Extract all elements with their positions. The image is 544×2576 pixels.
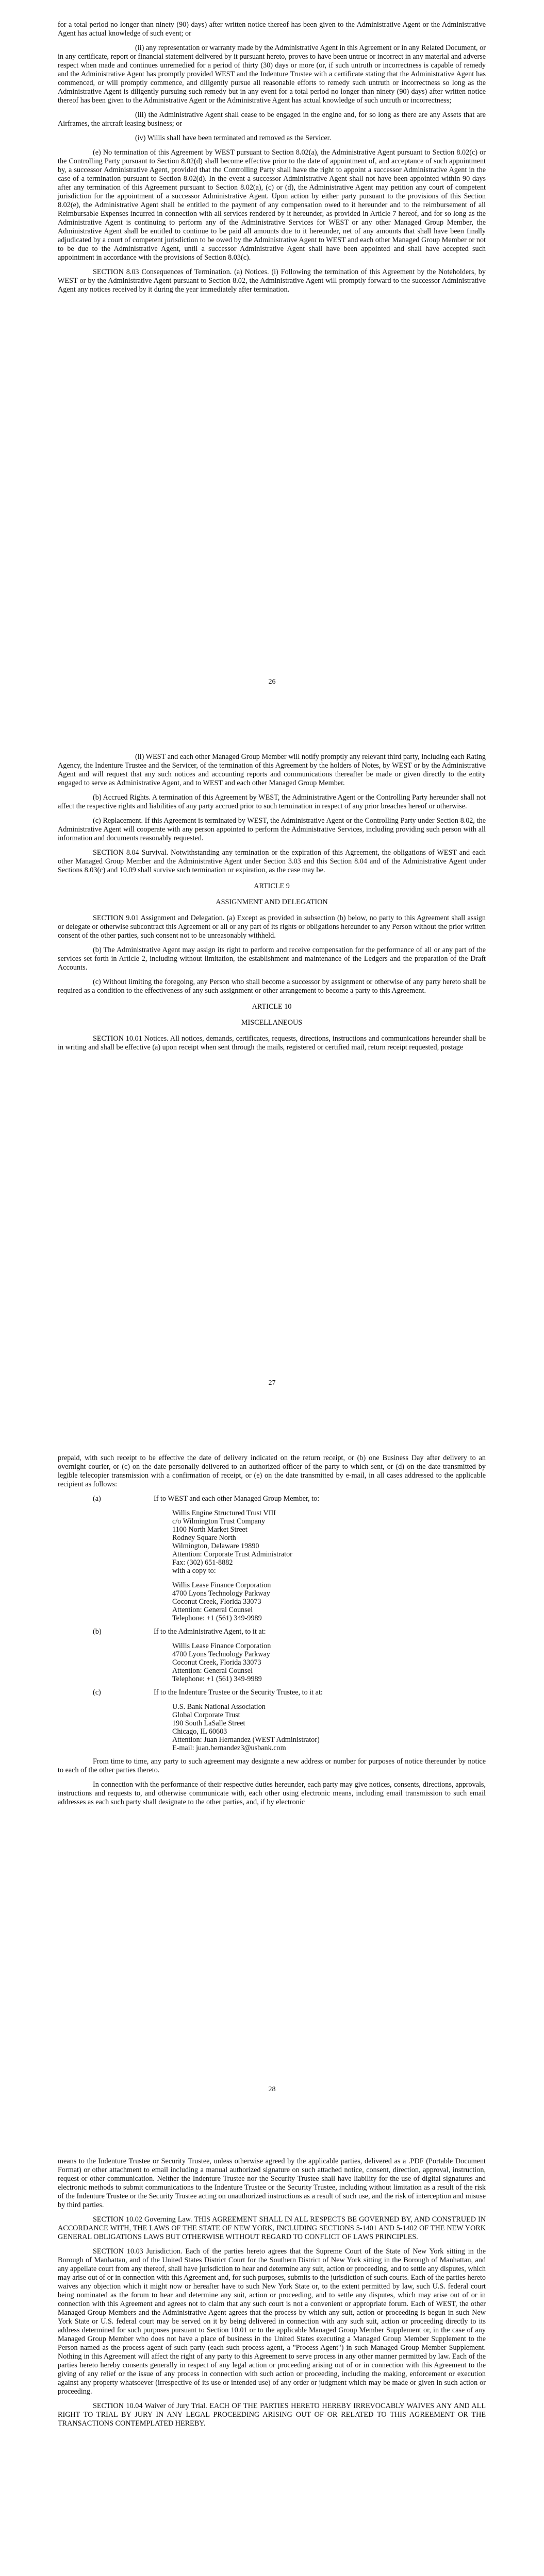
paragraph: (iii) the Administrative Agent shall cease to be engaged in the engine and, for so long as there are any Assets that are Airframes, the aircraft leasing business; or — [58, 111, 486, 128]
paragraph: for a total period no longer than ninety (90) days) after written notice thereof has been given to the Administrative Agent or the Administrative Agent has actual knowledge of such event; or — [58, 21, 486, 38]
address-block: Willis Lease Finance Corporation 4700 Lyons Technology Parkway Coconut Creek, Florida 33073 Attention: General Counsel Telephone: +1 (561) 349-9989 — [172, 1642, 271, 1683]
address-block: U.S. Bank National Association Global Corporate Trust 190 South LaSalle Street Chicago, IL 60603 Attention: Juan Hernandez (WEST Administrator) E-mail: juan.hernandez3@usbank.com — [172, 1703, 320, 1752]
document-page-26 — [0, 0, 544, 703]
article-title: ASSIGNMENT AND DELEGATION — [216, 898, 328, 906]
entry-heading: If to the Administrative Agent, to it at: — [154, 1628, 266, 1636]
paragraph: (ii) WEST and each other Managed Group Member will notify promptly any relevant third party, including each Rating Agency, the Indenture Trustee and the Servicer, of the termination of this Agreement by the holders of Notes, by WEST or by the Administrative Agent and will request that any such notices and accounting reports and communications thereafter be made or given directly to the entity engaged to serve as Administrative Agent, and to WEST and each other Managed Group Member. — [58, 753, 486, 787]
section-paragraph: SECTION 8.04 Survival. Notwithstanding any termination or the expiration of this Agreement, the obligations of WEST and each other Managed Group Member and the Administrative Agent under Section 3.03 and this Section 8.04 and of the Administrative Agent under Sections 8.03(c) and 10.09 shall survive such termination or expiration, as the case may be. — [58, 849, 486, 874]
page-number: 27 — [268, 1379, 276, 1387]
address-block: Willis Lease Finance Corporation 4700 Lyons Technology Parkway Coconut Creek, Florida 33073 Attention: General Counsel Telephone: +1 (561) 349-9989 — [172, 1581, 271, 1622]
entry-label: (a) — [93, 1495, 101, 1503]
paragraph: From time to time, any party to such agreement may designate a new address or number for purposes of notice thereunder by notice to each of the other parties thereto. — [58, 1757, 486, 1774]
notice-address-entry — [58, 1688, 486, 1752]
page-body — [58, 21, 486, 300]
section-paragraph: SECTION 9.01 Assignment and Delegation. (a) Except as provided in subsection (b) below, no party to this Agreement shall assign or delegate or otherwise subcontract this Agreement or all or any part of its rights or obligations hereunder to any Person without the prior written consent of the other parties, such consent not to be unreasonably withheld. — [58, 914, 486, 940]
notice-address-entry — [58, 1495, 486, 1622]
page-body — [58, 753, 486, 1058]
paragraph: prepaid, with such receipt to be effective the date of delivery indicated on the return receipt, or (b) one Business Day after delivery to an overnight courier, or (c) on the date personally delivered to an authorized officer of the party to which sent, or (d) on the date transmitted by legible telecopier transmission with a confirmation of receipt, or (e) on the date transmitted by e-mail, in all cases addressed to the applicable recipient as follows: — [58, 1454, 486, 1488]
copy-to-label: with a copy to: — [172, 1567, 216, 1575]
paragraph: (b) Accrued Rights. A termination of this Agreement by WEST, the Administrative Agent or the Controlling Party hereunder shall not affect the respective rights and liabilities of any party accrued prior to such termination in respect of any prior breaches hereof or otherwise. — [58, 793, 486, 810]
paragraph: (e) No termination of this Agreement by WEST pursuant to Section 8.02(a), the Administrative Agent pursuant to Section 8.02(c) or the Controlling Party pursuant to Section 8.02(d) shall become effective prior to the date of appointment of, and acceptance of such appointment by, a successor Administrative Agent, provided that the Controlling Party shall have the right to appoint a successor Administrative Agent in the case of a termination pursuant to Section 8.02(d). In the event a successor Administrative Agent shall not have been appointed within 90 days after any termination of this Agreement pursuant to Section 8.02(a), (c) or (d), the Administrative Agent may petition any court of competent jurisdiction for the appointment of a successor Administrative Agent. Upon action by either party pursuant to the provisions of this Section 8.02(e), the Administrative Agent shall be entitled to the payment of any compensation owed to it hereunder and to the reimbursement of all Reimbursable Expenses incurred in connection with all services rendered by it hereunder, as provided in Article 7 hereof, and for so long as the Administrative Agent is continuing to perform any of the Administrative Services for WEST or any other Managed Group Member, the Administrative Agent shall be entitled to continue to be paid all amounts due to it hereunder, net of any amounts that shall have been finally adjudicated by a court of competent jurisdiction to be owed by the Administrative Agent to WEST and each other Managed Group Member or not to be due to the Administrative Agent, until a successor Administrative Agent shall have been appointed and shall have accepted such appointment in accordance with the provisions of Section 8.03(c). — [58, 148, 486, 262]
address-block: Willis Engine Structured Trust VIII c/o Wilmington Trust Company 1100 North Market Street Rodney Square North Wilmington, Delaware 19890 Attention: Corporate Trust Administrator Fax: (302) 651-8882 — [172, 1509, 292, 1567]
entry-heading: If to WEST and each other Managed Group Member, to: — [154, 1495, 320, 1503]
page-number: 28 — [268, 2086, 276, 2093]
article-heading: ARTICLE 10 — [252, 1003, 292, 1011]
page-number: 26 — [268, 678, 276, 686]
page-body — [58, 1454, 486, 1812]
document-page-28 — [0, 1406, 544, 2110]
section-paragraph: SECTION 10.04 Waiver of Jury Trial. EACH OF THE PARTIES HERETO HEREBY IRREVOCABLY WAIVES ANY AND ALL RIGHT TO TRIAL BY JURY IN ANY LEGAL PROCEEDING ARISING OUT OF OR RELATED TO THIS AGREEMENT OR THE TRANSACTIONS CONTEMPLATED HEREBY. — [58, 2402, 486, 2428]
paragraph: (b) The Administrative Agent may assign its right to perform and receive compensation for the performance of all or any part of the services set forth in Article 2, including without limitation, the establishment and maintenance of the Ledgers and the preparation of the Draft Accounts. — [58, 946, 486, 972]
paragraph: (c) Without limiting the foregoing, any Person who shall become a successor by assignment or otherwise of any party hereto shall be required as a condition to the effectiveness of any such assignment or other arrangement to become a party to this Agreement. — [58, 978, 486, 995]
paragraph: (ii) any representation or warranty made by the Administrative Agent in this Agreement or in any Related Document, or in any certificate, report or financial statement delivered by it pursuant hereto, proves to have been untrue or incorrect in any material and adverse respect when made and continues unremedied for a period of thirty (30) days or more (or, if such untruth or incorrectness is capable of remedy and the Administrative Agent has promptly provided WEST and the Indenture Trustee with a certificate stating that the Administrative Agent has commenced, or will promptly commence, and diligently pursue all reasonable efforts to remedy such untruth or incorrectness so long as the Administrative Agent is diligently pursuing such remedy but in any event for a total period no longer than ninety (90) days) after written notice thereof has been given to the Administrative Agent or the Administrative Agent has actual knowledge of such untruth or incorrectness; — [58, 44, 486, 105]
section-paragraph: SECTION 8.03 Consequences of Termination. (a) Notices. (i) Following the termination of this Agreement by the Noteholders, by WEST or by the Administrative Agent pursuant to Section 8.02, the Administrative Agent will promptly forward to the successor Administrative Agent any notices received by it during the year immediately after termination. — [58, 268, 486, 294]
page-body — [58, 2157, 486, 2434]
section-paragraph: SECTION 10.02 Governing Law. THIS AGREEMENT SHALL IN ALL RESPECTS BE GOVERNED BY, AND CONSTRUED IN ACCORDANCE WITH, THE LAWS OF THE STATE OF NEW YORK, INCLUDING SECTIONS 5-1401 AND 5-1402 OF THE NEW YORK GENERAL OBLIGATIONS LAWS BUT OTHERWISE WITHOUT REGARD TO CONFLICT OF LAWS PRINCIPLES. — [58, 2215, 486, 2241]
section-paragraph: SECTION 10.01 Notices. All notices, demands, certificates, requests, directions, instructions and communications hereunder shall be in writing and shall be effective (a) upon receipt when sent through the mails, registered or certified mail, return receipt requested, postage — [58, 1035, 486, 1052]
entry-label: (b) — [93, 1628, 102, 1636]
entry-heading: If to the Indenture Trustee or the Security Trustee, to it at: — [154, 1688, 323, 1697]
paragraph: (c) Replacement. If this Agreement is terminated by WEST, the Administrative Agent or the Controlling Party under Section 8.02, the Administrative Agent will cooperate with any person appointed to perform the Administrative Services, including providing such person with all information and documents reasonably requested. — [58, 817, 486, 842]
paragraph: means to the Indenture Trustee or Security Trustee, unless otherwise agreed by the applicable parties, delivered as a .PDF (Portable Document Format) or other attachment to email including a manual authorized signature on such attached notice, consent, direction, approval, instruction, request or other communication. Neither the Indenture Trustee nor the Security Trustee shall have liability for the use of digital signatures and electronic methods to submit communications to the Indenture Trustee or the Security Trustee, including without limitation as a result of the risk of the Indenture Trustee or the Security Trustee acting on unauthorized instructions as a result of such use, and the risk of interception and misuse by third parties. — [58, 2157, 486, 2209]
article-title: MISCELLANEOUS — [241, 1019, 303, 1027]
document-page-29 — [0, 2110, 544, 2576]
article-heading: ARTICLE 9 — [254, 882, 290, 890]
paragraph: In connection with the performance of their respective duties hereunder, each party may give notices, consents, directions, approvals, instructions and requests to, and otherwise communicate with, each other using electronic means, including email transmission to such email addresses as each such party shall designate to the other parties, and, if by electronic — [58, 1781, 486, 1806]
paragraph: (iv) Willis shall have been terminated and removed as the Servicer. — [135, 134, 332, 142]
entry-label: (c) — [93, 1688, 101, 1697]
section-paragraph: SECTION 10.03 Jurisdiction. Each of the parties hereto agrees that the Supreme Court of the State of New York sitting in the Borough of Manhattan, and of the United States District Court for the Southern District of New York sitting in the Borough of Manhattan, and any appellate court from any thereof, shall have jurisdiction to hear and determine any suit, action or proceeding, and to settle any disputes, which may arise out of or in connection with this Agreement and, for such purposes, submits to the jurisdiction of such courts. Each of the parties hereto waives any objection which it might now or hereafter have to such New York State or, to the extent permitted by law, such U.S. federal court being nominated as the forum to hear and determine any suit, action or proceeding, and to settle any disputes, which may arise out of or in connection with this Agreement and agrees not to claim that any such court is not a convenient or appropriate forum. Each of WEST, the other Managed Group Members and the Administrative Agent agrees that the process by which any suit, action or proceeding is begun in such New York State or U.S. federal court may be served on it by being delivered in connection with any such suit, action or proceeding directly to its address determined for such purposes pursuant to Section 10.01 or to the applicable Managed Group Member Supplement or, in the case of any Managed Group Member who does not have a place of business in the United States executing a Managed Group Member Supplement to the Person named as the process agent of such party (each such process agent, a "Process Agent") in such Managed Group Member Supplement. Nothing in this Agreement will affect the right of any party to this Agreement to serve process in any other manner permitted by law. Each of the parties hereto hereby consents generally in respect of any legal action or proceeding arising out of or in connection with this Agreement to the giving of any relief or the issue of any process in connection with such action or proceeding, including the making, enforcement or execution against any property whatsoever (irrespective of its use or intended use) of any order or judgment which may be made or given in such action or proceeding. — [58, 2247, 486, 2396]
document-page-27 — [0, 703, 544, 1406]
notice-address-entry — [58, 1628, 486, 1683]
